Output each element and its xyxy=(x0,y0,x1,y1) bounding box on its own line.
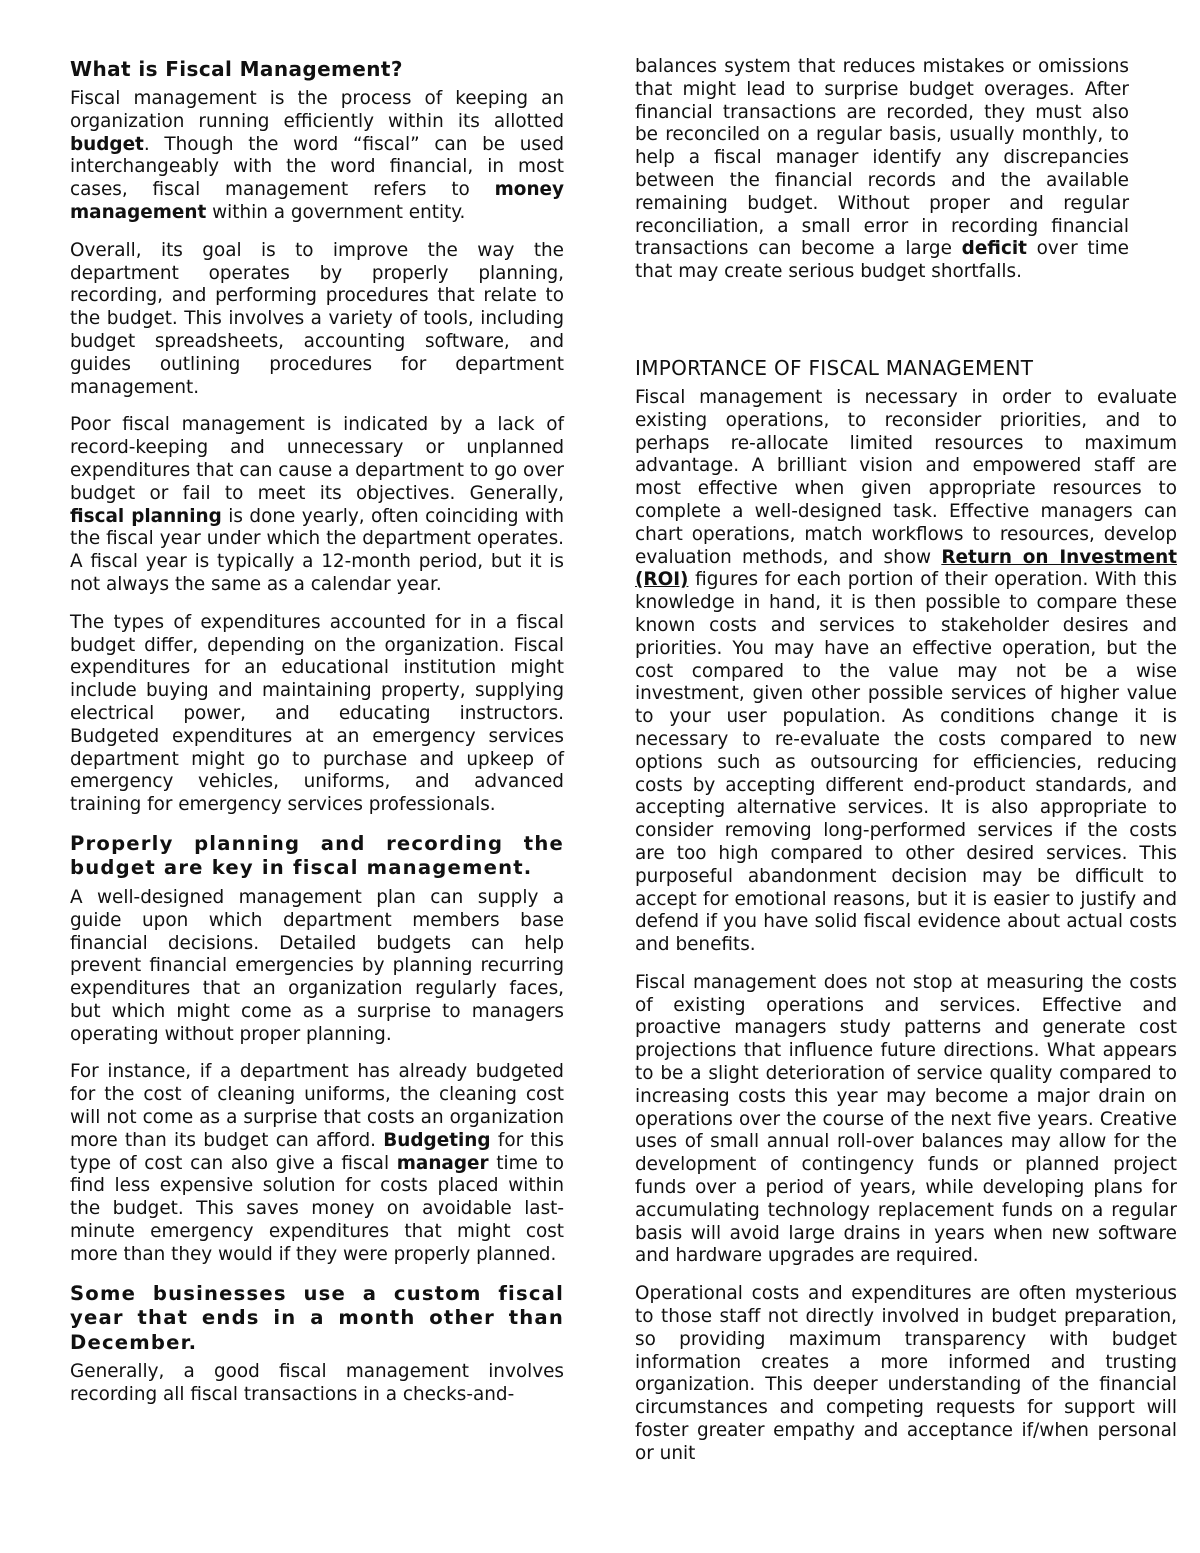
paragraph-management-plan: A well-designed management plan can supply a guide upon which department members base financial decisions. Detailed budgets can help prevent financial emergencies by planning recurring expenditures that an organization regularly faces, but which might come as a surprise to managers operating without proper planning. xyxy=(70,886,564,1045)
bold-term-budgeting: Budgeting xyxy=(383,1129,491,1151)
bold-term-money-management: money management xyxy=(70,179,564,223)
right-column xyxy=(635,56,1177,1466)
bold-term-fiscal-planning: fiscal planning xyxy=(70,505,222,527)
subheading-planning: Properly planning and recording the budget are key in fiscal management. xyxy=(70,831,564,880)
text: figures for each portion of their operation. With this knowledge in hand, it is then possible to compare these known costs and services to stakeholder desires and priorities. You may have an effective operation, but the cost compared to the value may not be a wise investment, given other possible services of higher value to your user population. As conditions change it is necessary to re-evaluate the costs compared to new options such as outsourcing for efficiencies, reducing costs by accepting different end-product standards, and accepting alternative services. It is also appropriate to consider removing long-performed services if the costs are too high compared to other desired services. This purposeful abandonment decision may be difficult to accept for emotional reasons, but it is easier to justify and defend if you have solid fiscal evidence about actual costs and benefits. xyxy=(635,569,1177,956)
text: time to find less expensive solution for costs placed within the budget. This saves money on avoidable last-minute emergency expenditures that might cost more than they would if they were properly planned. xyxy=(70,1152,564,1265)
paragraph-expenditure-types: The types of expenditures accounted for in a fiscal budget differ, depending on the organization. Fiscal expenditures for an educational institution might include buying and maintaining property, supplying electrical power, and educating instructors. Budgeted expenditures at an emergency services department might go to purchase and upkeep of emergency vehicles, uniforms, and advanced training for emergency services professionals. xyxy=(70,611,564,816)
paragraph-recording: Generally, a good fiscal management involves recording all fiscal transactions in a checks-and- xyxy=(70,1361,564,1405)
paragraph-cost-projections: Fiscal management does not stop at measuring the costs of existing operations and services. Effective and proactive managers study patterns and generate cost projections that influence future directions. What appears to be a slight deterioration of service quality compared to increasing costs this year may become a major drain on operations over the course of the next five years. Creative uses of small annual roll-over balances may allow for the development of contingency funds or planned project funds over a period of years, while developing plans for accumulating technology replacement funds on a regular basis will avoid large drains in years when new software and hardware upgrades are required. xyxy=(635,971,1177,1267)
section-spacer xyxy=(635,299,1177,355)
paragraph-poor-management xyxy=(70,414,564,596)
paragraph-reconciliation xyxy=(635,56,1129,284)
paragraph-transparency: Operational costs and expenditures are often mysterious to those staff not directly involved in budget preparation, so providing maximum transparency with budget information creates a more informed and trusting organization. This deeper understanding of the financial circumstances and competing requests for support will foster greater empathy and acceptance if/when personal or unit xyxy=(635,1283,1177,1464)
bold-term-deficit: deficit xyxy=(961,238,1027,260)
text: Fiscal management is the process of keeping an organization running efficiently within its allotted xyxy=(70,88,564,132)
section-heading-importance: IMPORTANCE OF FISCAL MANAGEMENT xyxy=(635,355,1034,380)
subheading-custom-fiscal-year: Some businesses use a custom fiscal year that ends in a month other than December. xyxy=(70,1281,564,1354)
paragraph-goal: Overall, its goal is to improve the way the department operates by properly planning, recording, and performing procedures that relate to the budget. This involves a variety of tools, including budget spreadsheets, accounting software, and guides outlining procedures for department management. xyxy=(70,239,564,398)
text: for this type of cost can also give a fiscal xyxy=(70,1129,564,1174)
text: balances system that reduces mistakes or omissions that might lead to surprise budget overages. After financial transactions are recorded, they must also be reconciled on a regular basis, usually monthly, to help a fiscal manager identify any discrepancies between the financial records and the available remaining budget. Without proper and regular reconciliation, a small error in recording financial transactions can become a large xyxy=(635,56,1129,260)
paragraph-example xyxy=(70,1061,564,1266)
text: For instance, if a department has already budgeted for the cost of cleaning uniforms, the cleaning cost will not come as a surprise that costs an organization more than its budget can afford. xyxy=(70,1061,564,1151)
text: is done yearly, often coinciding with the fiscal year under which the department operates. A fiscal year is typically a 12-month period, but it is not always the same as a calendar year. xyxy=(70,505,564,595)
left-column xyxy=(70,56,564,1407)
bold-term-budget: budget xyxy=(70,133,144,155)
roi-link[interactable]: Return on Investment (ROI) xyxy=(635,546,1177,591)
bold-term-manager: manager xyxy=(396,1152,489,1174)
text: over time that may create serious budget shortfalls. xyxy=(635,238,1129,283)
text: Poor fiscal management is indicated by a lack of record-keeping and unnecessary or unplanned expenditures that can cause a department to go over budget or fail to meet its objectives. Generally, xyxy=(70,414,564,504)
text: Fiscal management is necessary in order to evaluate existing operations, to reconsider priorities, and to perhaps re-allocate limited resources to maximum advantage. A brilliant vision and empowered staff are most effective when given appropriate resources to complete a well-designed task. Effective managers can chart operations, match workflows to resources, develop evaluation methods, and show xyxy=(635,386,1177,568)
paragraph-definition xyxy=(70,88,564,225)
paragraph-importance xyxy=(635,387,1177,957)
text: within a government entity. xyxy=(206,201,466,223)
text: . Though the word “fiscal” can be used interchangeably with the word financial, in most cases, fiscal management refers to xyxy=(70,133,564,201)
page-title: What is Fiscal Management? xyxy=(70,57,403,81)
